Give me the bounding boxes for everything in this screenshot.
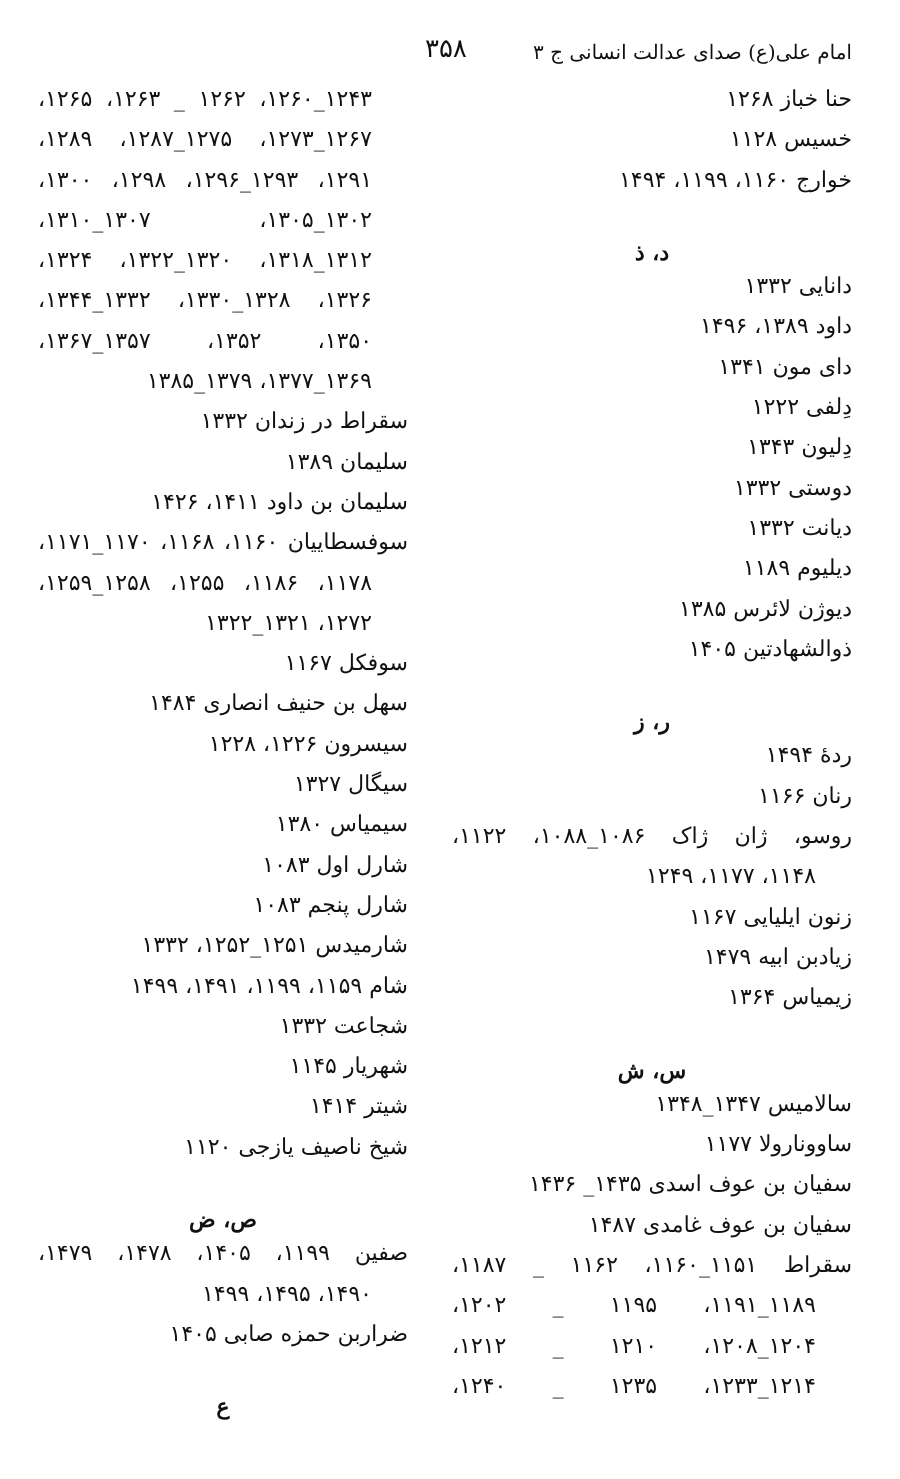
index-entry: روسو، ژان ژاک ۱۰۸۶_۱۰۸۸، ۱۱۲۲، — [452, 824, 852, 850]
index-entry-continuation: ۱۲۷۲، ۱۳۲۱_۱۳۲۲ — [205, 610, 372, 636]
index-entry: دیانت ۱۳۳۲ — [747, 515, 852, 541]
letter-heading: ر، ز — [633, 709, 670, 736]
index-entry-continuation: ۱۱۸۹_۱۱۹۱، ۱۱۹۵ _ ۱۲۰۲، — [452, 1293, 816, 1319]
index-entry: سیگال ۱۳۲۷ — [293, 772, 408, 798]
page-number: ۳۵۸ — [425, 34, 467, 64]
index-entry: سوفسطاییان ۱۱۶۰، ۱۱۶۸، ۱۱۷۰_۱۱۷۱، — [38, 530, 409, 556]
index-entry-continuation: ۱۲۱۴_۱۲۳۳، ۱۲۳۵ _ ۱۲۴۰، — [452, 1373, 816, 1399]
index-entry: سفیان بن عوف غامدی ۱۴۸۷ — [588, 1212, 852, 1238]
index-entry: شام ۱۱۵۹، ۱۱۹۹، ۱۴۹۱، ۱۴۹۹ — [130, 973, 408, 999]
index-entry: دوستی ۱۳۳۲ — [733, 475, 852, 501]
index-entry: شیتر ۱۴۱۴ — [309, 1094, 408, 1120]
index-entry-continuation: ۱۳۱۲_۱۳۱۸، ۱۳۲۰_۱۳۲۲، ۱۳۲۴، — [38, 248, 372, 274]
index-column-right — [452, 80, 852, 1407]
index-entry: دیلیوم ۱۱۸۹ — [742, 556, 852, 582]
index-entry: ردهٔ ۱۴۹۴ — [765, 743, 852, 769]
index-entry: سلیمان ۱۳۸۹ — [285, 449, 408, 475]
index-entry: دیوژن لائرس ۱۳۸۵ — [679, 596, 852, 622]
index-entry: داود ۱۳۸۹، ۱۴۹۶ — [700, 314, 852, 340]
index-entry: سالامیس ۱۳۴۷_۱۳۴۸ — [655, 1091, 852, 1117]
index-entry: سقراط ۱۱۵۱_۱۱۶۰، ۱۱۶۲ _ ۱۱۸۷، — [452, 1253, 852, 1279]
index-entry: سهل بن حنیف انصاری ۱۴۸۴ — [149, 691, 408, 717]
index-entry-continuation: ۱۱۴۸، ۱۱۷۷، ۱۲۴۹ — [646, 864, 816, 890]
index-entry: شهریار ۱۱۴۵ — [289, 1054, 408, 1080]
index-entry: زنون ایلیایی ۱۱۶۷ — [689, 904, 852, 930]
index-entry-continuation: ۱۴۹۰، ۱۴۹۵، ۱۴۹۹ — [202, 1281, 372, 1307]
letter-heading: س، ش — [617, 1057, 687, 1084]
index-entry: دِلفی ۱۲۲۲ — [751, 395, 852, 421]
letter-heading: د، ذ — [634, 239, 670, 266]
index-entry: شارل اول ۱۰۸۳ — [262, 852, 408, 878]
index-entry-continuation: ۱۲۶۷_۱۲۷۳، ۱۲۷۵_۱۲۸۷، ۱۲۸۹، — [38, 127, 372, 153]
index-entry-continuation: ۱۳۲۶، ۱۳۲۸_۱۳۳۰، ۱۳۳۲_۱۳۴۴، — [38, 288, 372, 314]
index-entry: ضراربن حمزه صابی ۱۴۰۵ — [169, 1321, 408, 1347]
index-entry: حنا خباز ۱۲۶۸ — [726, 87, 852, 112]
index-entry: سلیمان بن داود ۱۴۱۱، ۱۴۲۶ — [151, 489, 408, 515]
letter-heading: ع — [216, 1394, 230, 1421]
index-entry: سفیان بن عوف اسدی ۱۴۳۵_ ۱۴۳۶ — [528, 1172, 852, 1198]
index-entry: خسیس ۱۱۲۸ — [729, 127, 852, 153]
index-entry: سقراط در زندان ۱۳۳۲ — [200, 409, 408, 435]
index-entry: ذوالشهادتین ۱۴۰۵ — [688, 636, 852, 662]
index-entry-continuation: ۱۳۵۰، ۱۳۵۲، ۱۳۵۷_۱۳۶۷، — [38, 328, 373, 354]
index-entry: سوفکل ۱۱۶۷ — [284, 651, 408, 677]
index-entry: شارل پنجم ۱۰۸۳ — [253, 892, 408, 918]
index-entry-continuation: ۱۳۶۹_۱۳۷۷، ۱۳۷۹_۱۳۸۵ — [146, 369, 372, 395]
index-entry: خوارج ۱۱۶۰، ۱۱۹۹، ۱۴۹۴ — [619, 167, 852, 193]
index-entry: زیمیاس ۱۳۶۴ — [728, 985, 852, 1011]
index-entry: شارمیدس ۱۲۵۱_۱۲۵۲، ۱۳۳۲ — [141, 933, 408, 959]
index-entry: ساوونارولا ۱۱۷۷ — [704, 1132, 852, 1158]
index-entry-continuation: ۱۱۷۸، ۱۱۸۶، ۱۲۵۵، ۱۲۵۸_۱۲۵۹، — [38, 570, 373, 596]
index-entry: صفین ۱۱۹۹، ۱۴۰۵، ۱۴۷۸، ۱۴۷۹، — [38, 1241, 409, 1267]
index-entry-continuation: ۱۳۰۲_۱۳۰۵، ۱۳۰۷_۱۳۱۰، — [38, 207, 372, 233]
index-entry-continuation: ۱۲۰۴_۱۲۰۸، ۱۲۱۰ _ ۱۲۱۲، — [452, 1333, 816, 1359]
index-entry-continuation: ۱۲۴۳_۱۲۶۰، ۱۲۶۲ _ ۱۲۶۳، ۱۲۶۵، — [38, 87, 372, 112]
index-entry-continuation: ۱۲۹۱، ۱۲۹۳_۱۲۹۶، ۱۲۹۸، ۱۳۰۰، — [38, 167, 373, 193]
index-entry: زیادبن ابیه ۱۴۷۹ — [703, 944, 852, 970]
index-entry: رنان ۱۱۶۶ — [758, 783, 852, 809]
index-entry: سیسرون ۱۲۲۶، ۱۲۲۸ — [208, 731, 408, 757]
letter-heading: ص، ض — [189, 1207, 257, 1234]
index-entry: سیمیاس ۱۳۸۰ — [275, 812, 408, 838]
index-column-left — [38, 80, 408, 1422]
running-header-title: امام علی(ع) صدای عدالت انسانی ج ۳ — [532, 40, 852, 64]
index-entry: دِلیون ۱۳۴۳ — [747, 435, 852, 461]
index-entry: دای مون ۱۳۴۱ — [718, 354, 852, 380]
index-entry: شیخ ناصیف یازجی ۱۱۲۰ — [184, 1134, 408, 1160]
index-entry: دانایی ۱۳۳۲ — [744, 274, 852, 300]
index-entry: شجاعت ۱۳۳۲ — [279, 1013, 408, 1039]
